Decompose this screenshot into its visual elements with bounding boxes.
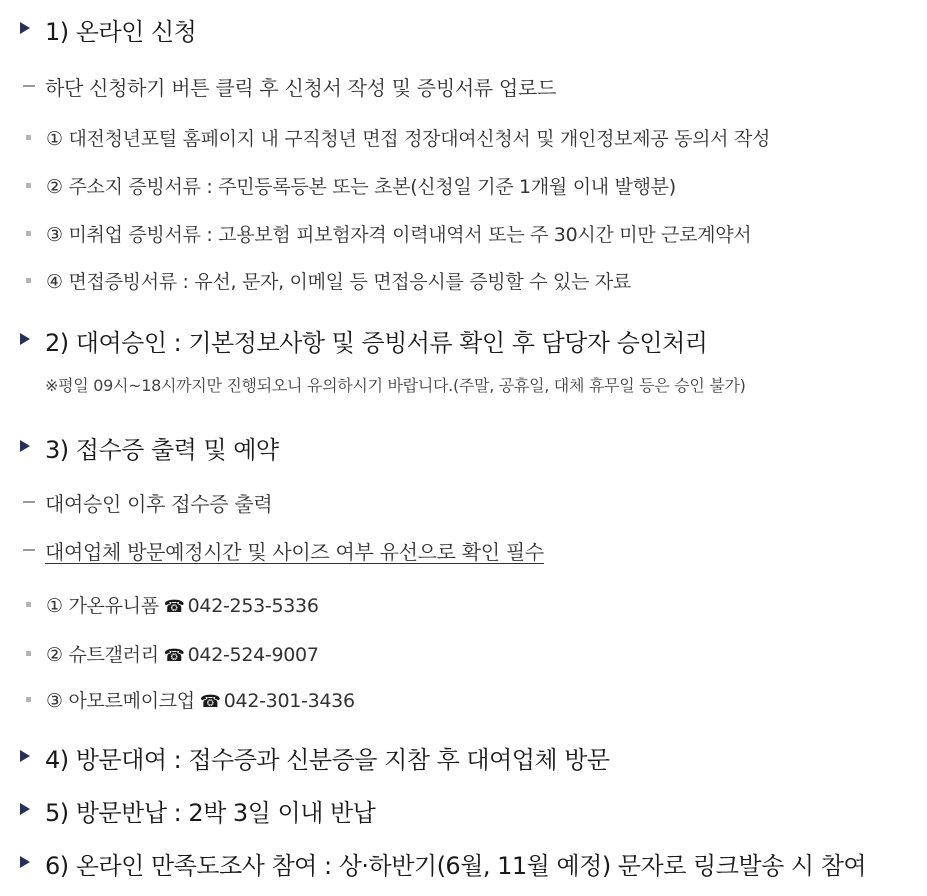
square-bullet-icon bbox=[26, 278, 31, 283]
bullet-triangle-icon bbox=[20, 22, 30, 34]
vendor-phone: 042-301-3436 bbox=[223, 690, 355, 712]
step-1-subtitle: 하단 신청하기 버튼 클릭 후 신청서 작성 및 증빙서류 업로드 bbox=[45, 76, 556, 100]
step-2-note: ※평일 09시~18시까지만 진행되오니 유의하시기 바랍니다.(주말, 공휴일, 대체 휴무일 등은 승인 불가) bbox=[45, 376, 746, 395]
step-3-subtitle-2: 대여업체 방문예정시간 및 사이즈 여부 유선으로 확인 필수 bbox=[45, 540, 544, 564]
step-6-title: 6) 온라인 만족도조사 참여 : 상·하반기(6월, 11월 예정) 문자로 링크발송 시 참여 bbox=[45, 852, 867, 880]
doc-item-3: ③ 미취업 증빙서류 : 고용보험 피보험자격 이력내역서 또는 주 30시간 미만 근로계약서 bbox=[46, 224, 752, 246]
vendor-name: ① 가온유니폼 bbox=[46, 595, 159, 617]
dash-icon bbox=[23, 549, 35, 551]
bullet-triangle-icon bbox=[20, 856, 30, 868]
step-3-title: 3) 접수증 출력 및 예약 bbox=[45, 436, 279, 464]
doc-item-1: ① 대전청년포털 홈페이지 내 구직청년 면접 정장대여신청서 및 개인정보제공 동의서 작성 bbox=[46, 128, 771, 150]
step-1-title: 1) 온라인 신청 bbox=[45, 18, 197, 46]
square-bullet-icon bbox=[26, 602, 31, 607]
dash-icon bbox=[23, 501, 35, 503]
doc-item-2: ② 주소지 증빙서류 : 주민등록등본 또는 초본(신청일 기준 1개월 이내 발행분) bbox=[46, 176, 676, 198]
step-4-title: 4) 방문대여 : 접수증과 신분증을 지참 후 대여업체 방문 bbox=[45, 746, 610, 774]
doc-item-4: ④ 면접증빙서류 : 유선, 문자, 이메일 등 면접응시를 증빙할 수 있는 자료 bbox=[46, 271, 631, 293]
dash-icon bbox=[23, 85, 35, 87]
square-bullet-icon bbox=[26, 183, 31, 188]
bullet-triangle-icon bbox=[20, 750, 30, 762]
phone-icon: ☎ bbox=[163, 646, 185, 666]
square-bullet-icon bbox=[26, 697, 31, 702]
step-3-subtitle-1: 대여승인 이후 접수증 출력 bbox=[45, 492, 273, 516]
square-bullet-icon bbox=[26, 231, 31, 236]
vendor-name: ③ 아모르메이크업 bbox=[46, 690, 195, 712]
bullet-triangle-icon bbox=[20, 333, 30, 345]
square-bullet-icon bbox=[26, 651, 31, 656]
phone-icon: ☎ bbox=[199, 692, 221, 712]
vendor-name: ② 슈트갤러리 bbox=[46, 644, 159, 666]
phone-icon: ☎ bbox=[163, 597, 185, 617]
bullet-triangle-icon bbox=[20, 440, 30, 452]
step-5-title: 5) 방문반납 : 2박 3일 이내 반납 bbox=[45, 799, 376, 827]
vendor-phone: 042-524-9007 bbox=[187, 644, 319, 666]
step-2-title: 2) 대여승인 : 기본정보사항 및 증빙서류 확인 후 담당자 승인처리 bbox=[45, 329, 708, 357]
vendor-phone: 042-253-5336 bbox=[187, 595, 319, 617]
vendor-item-3 bbox=[46, 686, 355, 713]
vendor-item-2 bbox=[46, 640, 319, 667]
square-bullet-icon bbox=[26, 135, 31, 140]
vendor-item-1 bbox=[46, 591, 319, 618]
bullet-triangle-icon bbox=[20, 803, 30, 815]
